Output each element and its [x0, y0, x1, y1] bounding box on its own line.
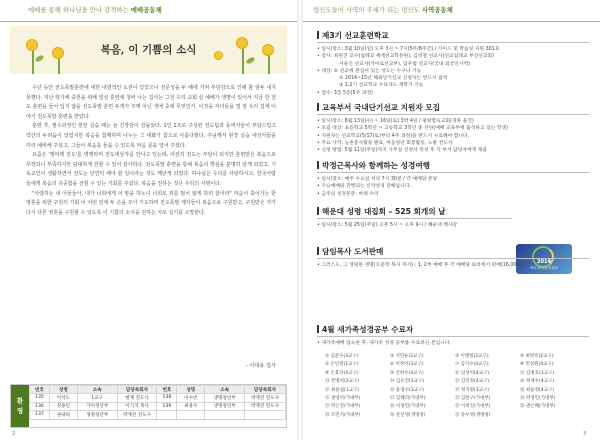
table-cell: 이수빈	[177, 394, 205, 403]
bullet-line: • 그러스도, 그 영원한 생명(오준학 목사 저서) : 1, 2부 예배 후 각 예배당 로비에서 판매(16,000원)	[317, 263, 527, 268]
left-header-prefix: 예배를 통해 하나님을 만나 감격하는	[28, 6, 129, 14]
section-divider	[317, 114, 589, 115]
table-cell: 가이청년부	[77, 402, 117, 411]
graduate-item: ③ 이행원(2교구)	[455, 354, 489, 359]
section-title	[317, 246, 589, 257]
table-cell: 최용수	[177, 402, 205, 411]
section-title-text: 제3기 선교훈련학교	[322, 31, 389, 40]
section-marker-icon	[317, 161, 319, 169]
logo-year: 2014	[537, 259, 551, 265]
graduate-item: ⑬ 강명희(2교구)	[325, 379, 360, 385]
section-newcomer-graduates	[317, 324, 589, 347]
bullet-line: • 일시/장소: 매주 수요일 저녁 7시 30분 / 각 예배당 본당	[317, 177, 438, 182]
graduate-item: ⑦ 김지수(4교구)	[455, 362, 489, 368]
bullet-line: • 일시/장소: 5월 25일(주일) 오후 5시 ~ 오후 9시 / 해운대 백사장	[317, 223, 458, 228]
graduate-item: ⑩ 신현우(4교구)	[390, 370, 424, 376]
graduate-item: ㉙ 조민지(가대부)	[325, 412, 361, 418]
article-title-row	[0, 38, 297, 57]
section-title	[317, 206, 589, 217]
graduate-item: ㉑ 권영미(가대부)	[325, 396, 361, 402]
section-marker-icon	[317, 325, 319, 333]
welcome-table	[29, 385, 286, 420]
welcome-col-header: 소속	[205, 386, 245, 394]
table-cell	[157, 411, 177, 420]
welcome-label-char: 영	[16, 407, 24, 415]
section-marker-icon	[317, 247, 319, 255]
table-cell	[177, 411, 205, 420]
graduate-item: ⑳ 최윤정(4교구)	[520, 387, 555, 393]
section-title-text: 해운대 성령 대집회 – 525 회개의 날	[322, 207, 446, 216]
page-number: 2	[12, 431, 16, 437]
bullet-line: • 강사: 최원진 교수(침례교 세계선교학문원), 김영철 선교사(선교침례교 부산선교회)	[317, 54, 495, 60]
graduate-item: ㉚ 문선영(생명청)	[390, 412, 426, 418]
right-header	[303, 0, 600, 22]
graduate-item: ⑤ 손인철(1교구)	[325, 362, 359, 368]
table-cell: 권대희	[49, 411, 77, 420]
section-title-text: 박정근목사와 함께하는 성경여행	[322, 161, 430, 170]
welcome-label	[11, 385, 29, 427]
left-header	[0, 0, 297, 22]
section-marker-icon	[317, 207, 319, 215]
section-short-term-mission	[317, 102, 589, 154]
graduate-item: ⑨ 손효석(4교구)	[325, 370, 359, 376]
section-title	[317, 160, 589, 171]
right-page	[303, 0, 600, 440]
section-title-text: 담임목사 도서판매	[322, 247, 384, 256]
right-header-tag	[313, 5, 453, 14]
welcome-col-header: 성명	[49, 386, 77, 394]
bullet-line: • 신청 방법: 5월 11일(주일)까지 사무실 신청서 작성 후 각 부서 담당자에게 제출	[317, 148, 488, 154]
table-cell: 정용인	[49, 402, 77, 411]
section-divider	[317, 258, 589, 259]
section-rally	[317, 206, 589, 229]
graduate-item: ⑭ 김유진(3교구)	[390, 379, 425, 385]
welcome-col-header: 번호	[30, 386, 50, 394]
welcome-box	[10, 384, 287, 428]
table-cell: 136	[30, 402, 50, 411]
table-cell: 139	[157, 402, 177, 411]
table-cell: 이기색 목사	[117, 402, 157, 411]
table-cell: 생명청년부	[205, 402, 245, 411]
graduate-item: ⑮ 김민정(4교구)	[455, 379, 490, 385]
welcome-col-header: 담당목회자	[245, 386, 286, 394]
graduate-item: ⑲ 정지원(3교구)	[455, 387, 490, 393]
section-title-text: 4월 새가족성경공부 수료자	[322, 325, 414, 334]
logo-name: 해운대성령대집회	[530, 266, 558, 270]
graduate-item: ㉘ 권은혜(가대부)	[520, 404, 556, 410]
welcome-col-header: 담당목회자	[117, 386, 157, 394]
welcome-label-char: 환	[16, 397, 24, 405]
graduate-item: ㉕ 박은진(가대부)	[325, 404, 361, 410]
section-divider	[317, 172, 589, 173]
graduate-item: ㉒ 김혜리(가대부)	[390, 396, 426, 402]
graduate-item: ④ 최명옥(2교구)	[520, 354, 554, 359]
right-header-strong: 사역공동체	[421, 6, 453, 14]
table-cell: 현제 전도사	[117, 394, 157, 403]
bullet-line: ② 2014~15년 해외단기선교 신청자는 반드시 참석	[339, 76, 448, 82]
table-cell: 138	[157, 394, 177, 403]
welcome-col-header: 성명	[177, 386, 205, 394]
graduate-item: ⑰ 최용섭(1교구)	[325, 387, 360, 393]
table-row	[30, 402, 286, 411]
bullet-line: • 대상: ① 선교에 관심이 있는 성도는 누구나 가능	[317, 68, 422, 74]
bullet-line: • 모집 대상: 초등학교 5학년 ~ 고등학교 3학년 중 선한(예배 교육부에 출석하고 있는 학생)	[317, 126, 509, 132]
section-marker-icon	[317, 31, 319, 39]
graduate-item: ㉓ 김한구(가대부)	[455, 396, 491, 402]
article-body	[26, 84, 276, 218]
section-bible-journey	[317, 160, 589, 198]
section-divider	[317, 218, 512, 219]
section-title	[317, 30, 589, 41]
article-paragraph: 요즘은 '행여행 전도'를 병행하며 전도대상자를 만나고 있는데, 여전히 전도는 부담이 되지만 훈련받은 복음으로 무장되니 부족하지만 담대하게 전할 수 있어 감사하다. 전도폭발 훈련을 통해 복음의 핵심을 분명히 알게 되었고, 기독교인이 생활하면서 전도는 당연히 해야 할 일이라는 것도 깨닫게 되었다. 하나님은 우리를 사랑하시고, 한국사람들에게 복음의 귀중함을 전할 수 있는 기회를 주셨다. 복음을 전하는 것은 우리의 사명이다.	[26, 152, 276, 187]
page-number: 3	[583, 431, 587, 437]
left-page	[0, 0, 297, 440]
graduate-item: ㉗ 이희진(가대부)	[455, 404, 491, 410]
graduate-item: ⑯ 정재우(4교구)	[520, 379, 555, 385]
table-cell: 137	[30, 411, 50, 420]
bullet-line: • 일시/장소: 3월 10일(일) 오후 3시 ~ 7시(5주/8주간) / 가이드 및 학습실 지원 301호	[317, 47, 500, 52]
section-book-sale	[317, 246, 589, 269]
table-cell: 박재진 전도사	[117, 411, 157, 420]
graduate-item: ⑪ 임성미(4교구)	[455, 370, 490, 376]
table-row	[30, 411, 286, 420]
section-mission-school	[317, 30, 589, 97]
section-title-text: 교육부서 국내단기선교 지원자 모집	[322, 103, 440, 112]
section-title	[317, 324, 589, 335]
right-header-prefix: 평신도들이 사역의 주체가 되는 평신도	[313, 6, 420, 14]
article-paragraph: "사랑하는 내 아들들아, 내가 너희에게 이 말을 하노니 너희로 죄를 범치 않게 하려 함이라" 마음이 축어가는 한 영혼을 위한 구원의 기회 이 어떤 일에 두 손을 모아 기도하며 전도폭발 제자들이 복음으로 구원받고, 구원받은 자가 다시 다른 영혼을 구원할 수 있도록 이 기쁨의 소식을 전하는 자로 살기를 소망한다.	[26, 190, 276, 216]
welcome-col-header: 소속	[77, 386, 117, 394]
table-cell: 박재진 전도사	[245, 402, 286, 411]
welcome-col-header: 번호	[157, 386, 177, 394]
graduate-item: ⑱ 윤경수(3교구)	[390, 387, 425, 393]
article-paragraph: 훈련 후, 필수과정인 현장 실습 때는 늘 긴장감이 감돌았다. 1인 1조로 구성된 전도팀과 동역자들이 부담스럽고 약간의 두려움이 있었지만 복음을 함께하며 나누는 그 대화가 참으로 아름다웠다. 주님께서 현장 실습 대상자들을 미리 예비해 주셨고, 그들이 복음을 들을 수 있도록 마음 문을 열어 주셨다.	[26, 123, 276, 149]
bullet-line: • 금주의 성경본문: 마태 수리	[317, 191, 379, 197]
graduate-item: ㉛ 송우영(생명청)	[455, 412, 491, 418]
welcome-header-row	[30, 386, 286, 394]
bullet-line: • 수요예배와 진행되는 신약성경 강해입니다.	[317, 184, 411, 190]
bullet-line: • 주요 사역: 농촌봉사활동 발표, 마을청년 회봉활동, 노방 전도사	[317, 140, 453, 146]
section-marker-icon	[317, 103, 319, 111]
leaf-decoration	[245, 56, 255, 65]
graduate-item: ⑧ 민성원(4교구)	[520, 362, 554, 368]
table-cell: 박재진 전도사	[245, 394, 286, 403]
table-cell: 생명청년부	[205, 394, 245, 403]
bullet-line: • 새가족예배 엄숙한 후, 새가족 성경 공부를 수료하신 분입니다.	[317, 341, 451, 346]
graduate-list	[325, 353, 585, 420]
section-divider	[317, 42, 589, 43]
article-signature: - 이대용 집사	[245, 363, 276, 369]
article-paragraph: 수년 동안 전도폭발훈련에 대한 내면적인 도전이 있었으나 전문성을 두 해에 거쳐 부담감으로 인해 할 엄두 내지 못했다. 지난 학기에 중전을 위해 열심 훈련에 청바 나는 집사는 그전 우리 교회 실 예배가 생명이 있어서 지금 한 전도 훈련을 들어 입지 않을 전도폭발 훈련 두개가 주께 아닌 생애 중에 무엇인가. 이것을 자녀들을 열 장 우리 집에 이야기 전도폭발 훈련을 받았다.	[26, 85, 276, 120]
graduate-item: ⑥ 이정아(3교구)	[390, 362, 424, 368]
article-title: 복음, 이 기쁨의 소식	[95, 42, 203, 57]
table-cell	[205, 411, 245, 420]
bullet-line: 서울신 선교사(카이로선교부), 임우범 선교사(국내 외국인사역)	[339, 61, 470, 67]
graduate-item: ② 서민순(2교구)	[390, 354, 424, 359]
bullet-line: ③ 1,2기 선교학교 수료자도 재학기 가능	[339, 83, 424, 89]
table-row	[30, 394, 286, 403]
table-cell: 생명청년부	[77, 411, 117, 420]
bullet-line: • 지원자는 선교학교(5/17(토)부터 4주 과정)을 반드시 수료해야 합니다.	[317, 133, 470, 139]
graduate-item: ㉖ 이경민(가대부)	[390, 404, 426, 410]
graduate-item: ㉔ 박경민(가대부)	[520, 396, 556, 402]
left-header-tag	[28, 5, 162, 14]
table-cell: 135	[30, 394, 50, 403]
bullet-line: • 접수: 3층 5층(5주 과정)	[317, 90, 373, 96]
table-cell: 이석도	[49, 394, 77, 403]
graduate-item: ① 김준수(3교구)	[325, 354, 359, 359]
section-title	[317, 102, 589, 113]
table-cell	[245, 411, 286, 420]
left-header-strong: 예배공동체	[130, 6, 162, 14]
table-cell: 1교구	[77, 394, 117, 403]
graduate-item: ⑫ 김정호(3교구)	[520, 370, 555, 376]
bullet-line: • 일시/장소: 8월 13일(수) ~ 16일(토) 3박 4일 / 평창합숙교회(경북 울진)	[317, 119, 474, 124]
section-divider	[317, 336, 589, 337]
